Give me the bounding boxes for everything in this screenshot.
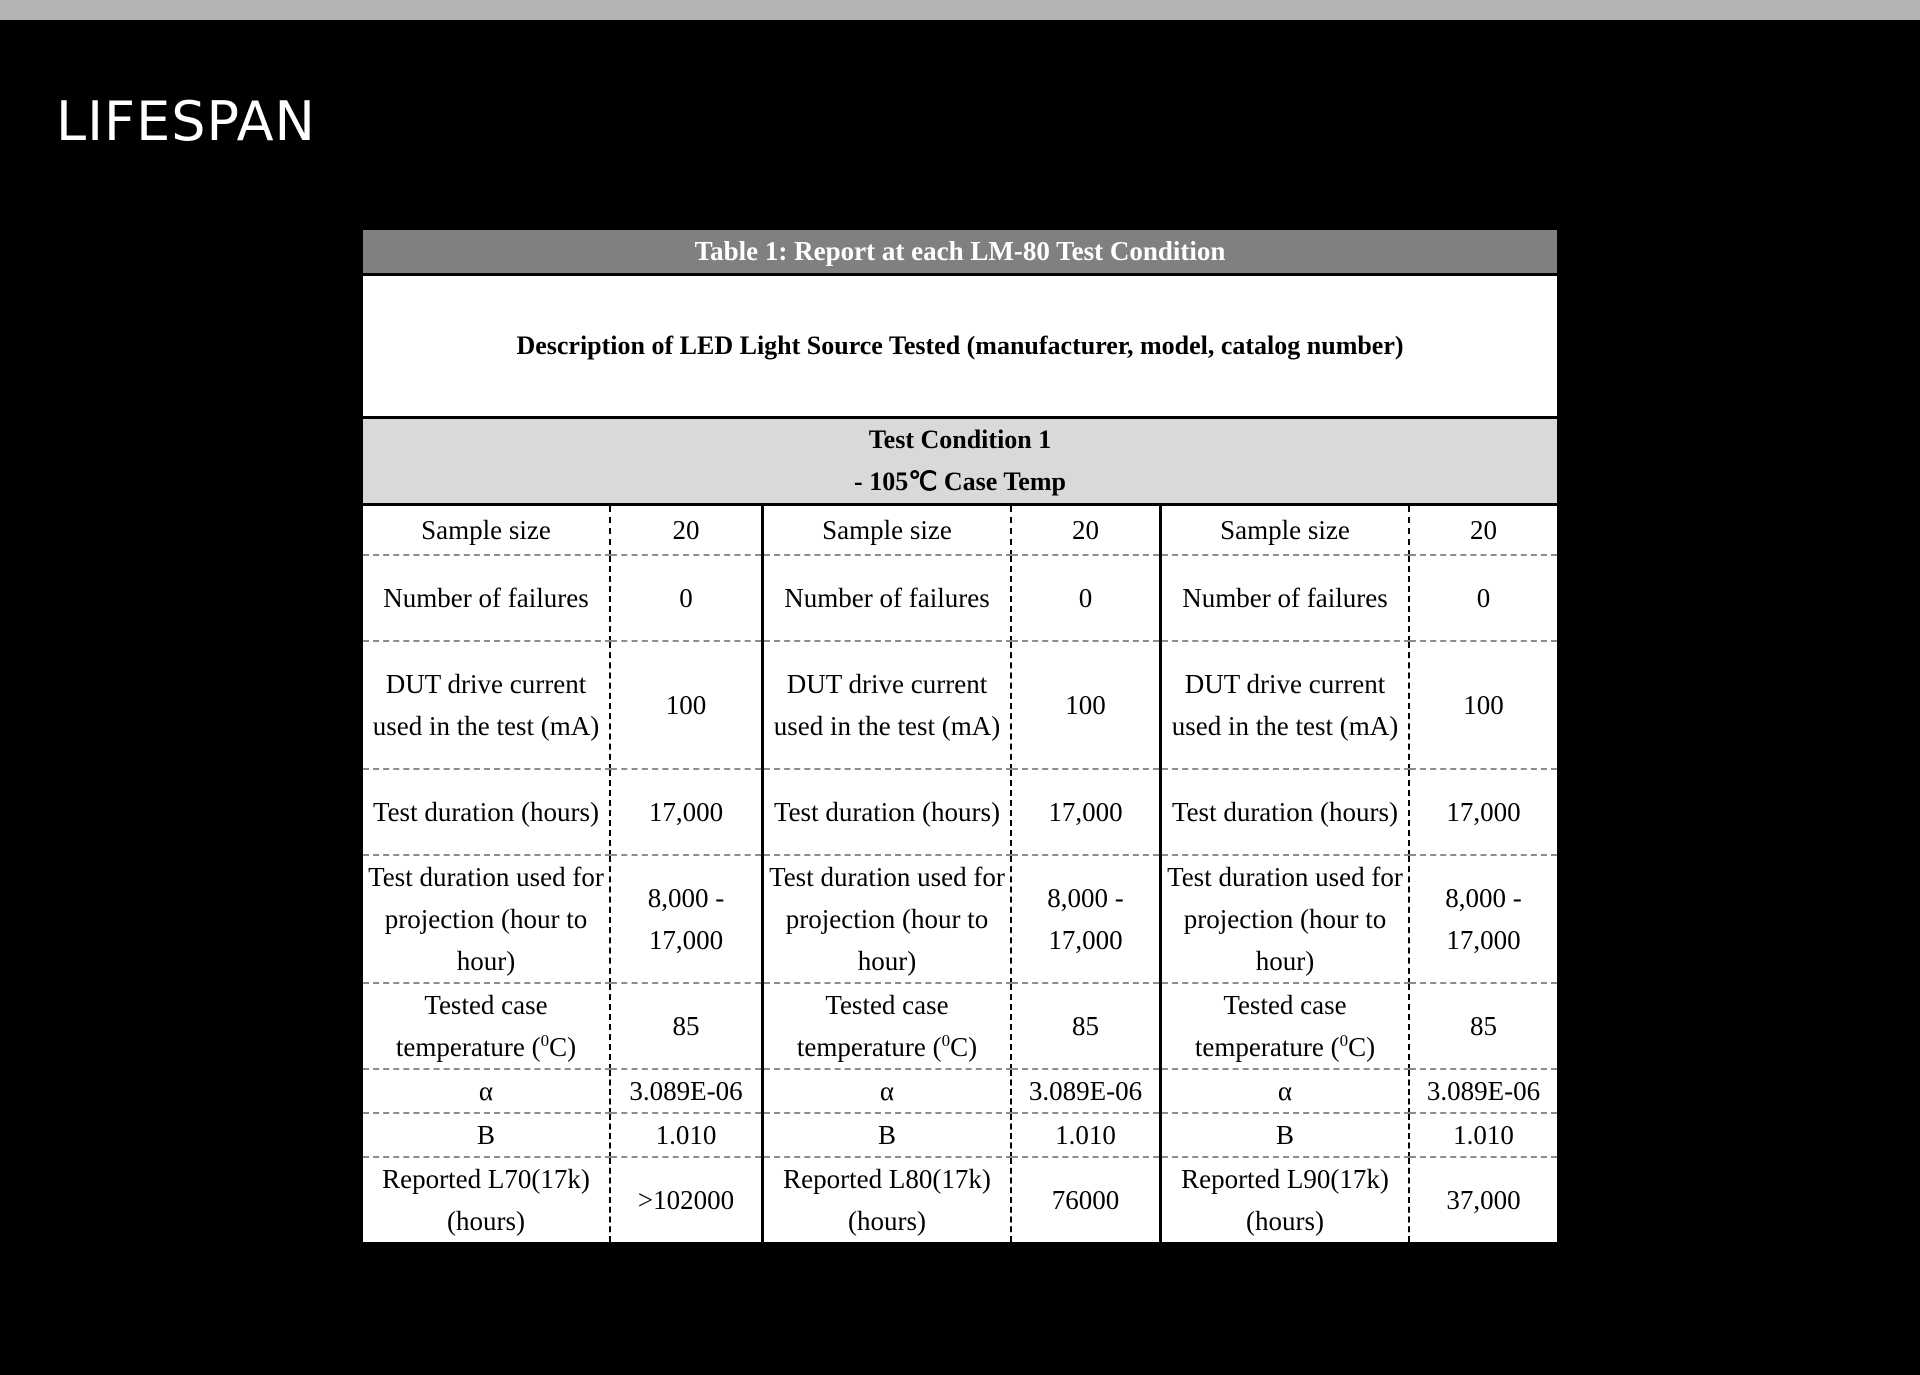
reported-lifetime-value: 76000 <box>1051 1185 1120 1215</box>
table-row <box>764 506 1159 555</box>
test-duration-value: 17,000 <box>1011 769 1159 855</box>
sample-size-label: Sample size <box>1162 506 1409 555</box>
projection-duration-value: 8,000 - 17,000 <box>610 855 761 983</box>
result-table <box>363 506 761 1242</box>
table-row <box>363 641 761 769</box>
table-row <box>1162 1069 1557 1113</box>
alpha-value: 3.089E-06 <box>1011 1069 1159 1113</box>
table-row <box>764 855 1159 983</box>
case-temperature-label: Tested case temperature ($^0$C) <box>1162 983 1409 1069</box>
b-label: B <box>363 1113 610 1157</box>
test-condition-header <box>363 419 1557 506</box>
projection-duration-value: 8,000 - 17,000 <box>1409 855 1557 983</box>
drive-current-value: 100 <box>610 641 761 769</box>
case-temperature-label: Tested case temperature ($^0$C) <box>764 983 1011 1069</box>
failures-label: Number of failures <box>764 555 1011 641</box>
sample-size-value: 20 <box>610 506 761 555</box>
b-label: B <box>764 1113 1011 1157</box>
reported-lifetime-label: Reported L70(17k) (hours) <box>363 1157 610 1242</box>
failures-value: 0 <box>610 555 761 641</box>
table-row <box>1162 555 1557 641</box>
reported-lifetime-value: 37,000 <box>1446 1185 1521 1215</box>
table-row <box>1162 1113 1557 1157</box>
drive-current-label: DUT drive current used in the test (mA) <box>363 641 610 769</box>
result-group-l80 <box>761 506 1159 1242</box>
test-duration-value: 17,000 <box>1409 769 1557 855</box>
case-temperature-label: Tested case temperature ($^0$C) <box>363 983 610 1069</box>
b-label: B <box>1162 1113 1409 1157</box>
projection-duration-label: Test duration used for projection (hour to hour) <box>764 855 1011 983</box>
top-bar <box>0 0 1920 20</box>
reported-lifetime-label: Reported L90(17k) (hours) <box>1162 1157 1409 1242</box>
table-row <box>1162 641 1557 769</box>
test-duration-label: Test duration (hours) <box>764 769 1011 855</box>
result-table <box>764 506 1159 1242</box>
table-row <box>363 983 761 1069</box>
failures-value: 0 <box>1011 555 1159 641</box>
table-row <box>1162 506 1557 555</box>
sample-size-value: 20 <box>1409 506 1557 555</box>
result-table <box>1162 506 1557 1242</box>
result-group-l70 <box>363 506 761 1242</box>
table-row <box>363 1157 761 1242</box>
reported-lifetime-label: Reported L80(17k) (hours) <box>764 1157 1011 1242</box>
b-value: 1.010 <box>1409 1113 1557 1157</box>
drive-current-value: 100 <box>1409 641 1557 769</box>
projection-duration-label: Test duration used for projection (hour to hour) <box>1162 855 1409 983</box>
table-row <box>1162 769 1557 855</box>
report-table <box>363 230 1557 1242</box>
table-row <box>764 641 1159 769</box>
failures-label: Number of failures <box>1162 555 1409 641</box>
test-duration-label: Test duration (hours) <box>363 769 610 855</box>
led-description-header: Description of LED Light Source Tested (manufacturer, model, catalog number) <box>363 276 1557 419</box>
table-row <box>1162 983 1557 1069</box>
table-title: Table 1: Report at each LM-80 Test Condition <box>363 230 1557 276</box>
table-row <box>764 983 1159 1069</box>
test-condition-temp: - 105℃ Case Temp <box>854 467 1066 496</box>
alpha-label: α <box>764 1069 1011 1113</box>
table-row <box>363 555 761 641</box>
table-row <box>764 555 1159 641</box>
projection-duration-label: Test duration used for projection (hour to hour) <box>363 855 610 983</box>
case-temperature-value: 85 <box>1011 983 1159 1069</box>
table-row <box>1162 855 1557 983</box>
table-row <box>764 769 1159 855</box>
table-row <box>764 1113 1159 1157</box>
alpha-value: 3.089E-06 <box>610 1069 761 1113</box>
alpha-value: 3.089E-06 <box>1409 1069 1557 1113</box>
alpha-label: α <box>363 1069 610 1113</box>
test-duration-label: Test duration (hours) <box>1162 769 1409 855</box>
b-value: 1.010 <box>1011 1113 1159 1157</box>
alpha-label: α <box>1162 1069 1409 1113</box>
drive-current-value: 100 <box>1011 641 1159 769</box>
projection-duration-value: 8,000 - 17,000 <box>1011 855 1159 983</box>
failures-label: Number of failures <box>363 555 610 641</box>
table-row <box>363 1069 761 1113</box>
table-row <box>363 506 761 555</box>
result-group-l90 <box>1159 506 1557 1242</box>
test-condition-title: Test Condition 1 <box>868 425 1052 454</box>
sample-size-value: 20 <box>1011 506 1159 555</box>
failures-value: 0 <box>1409 555 1557 641</box>
slide-title: LIFESPAN <box>56 90 316 153</box>
table-row <box>764 1157 1159 1242</box>
drive-current-label: DUT drive current used in the test (mA) <box>764 641 1011 769</box>
reported-lifetime-value: >102000 <box>637 1185 735 1215</box>
test-duration-value: 17,000 <box>610 769 761 855</box>
condition-groups <box>363 506 1557 1242</box>
sample-size-label: Sample size <box>363 506 610 555</box>
case-temperature-value: 85 <box>1409 983 1557 1069</box>
b-value: 1.010 <box>610 1113 761 1157</box>
table-row <box>363 1113 761 1157</box>
table-row <box>764 1069 1159 1113</box>
table-row <box>363 769 761 855</box>
drive-current-label: DUT drive current used in the test (mA) <box>1162 641 1409 769</box>
case-temperature-value: 85 <box>610 983 761 1069</box>
table-row <box>1162 1157 1557 1242</box>
table-row <box>363 855 761 983</box>
sample-size-label: Sample size <box>764 506 1011 555</box>
